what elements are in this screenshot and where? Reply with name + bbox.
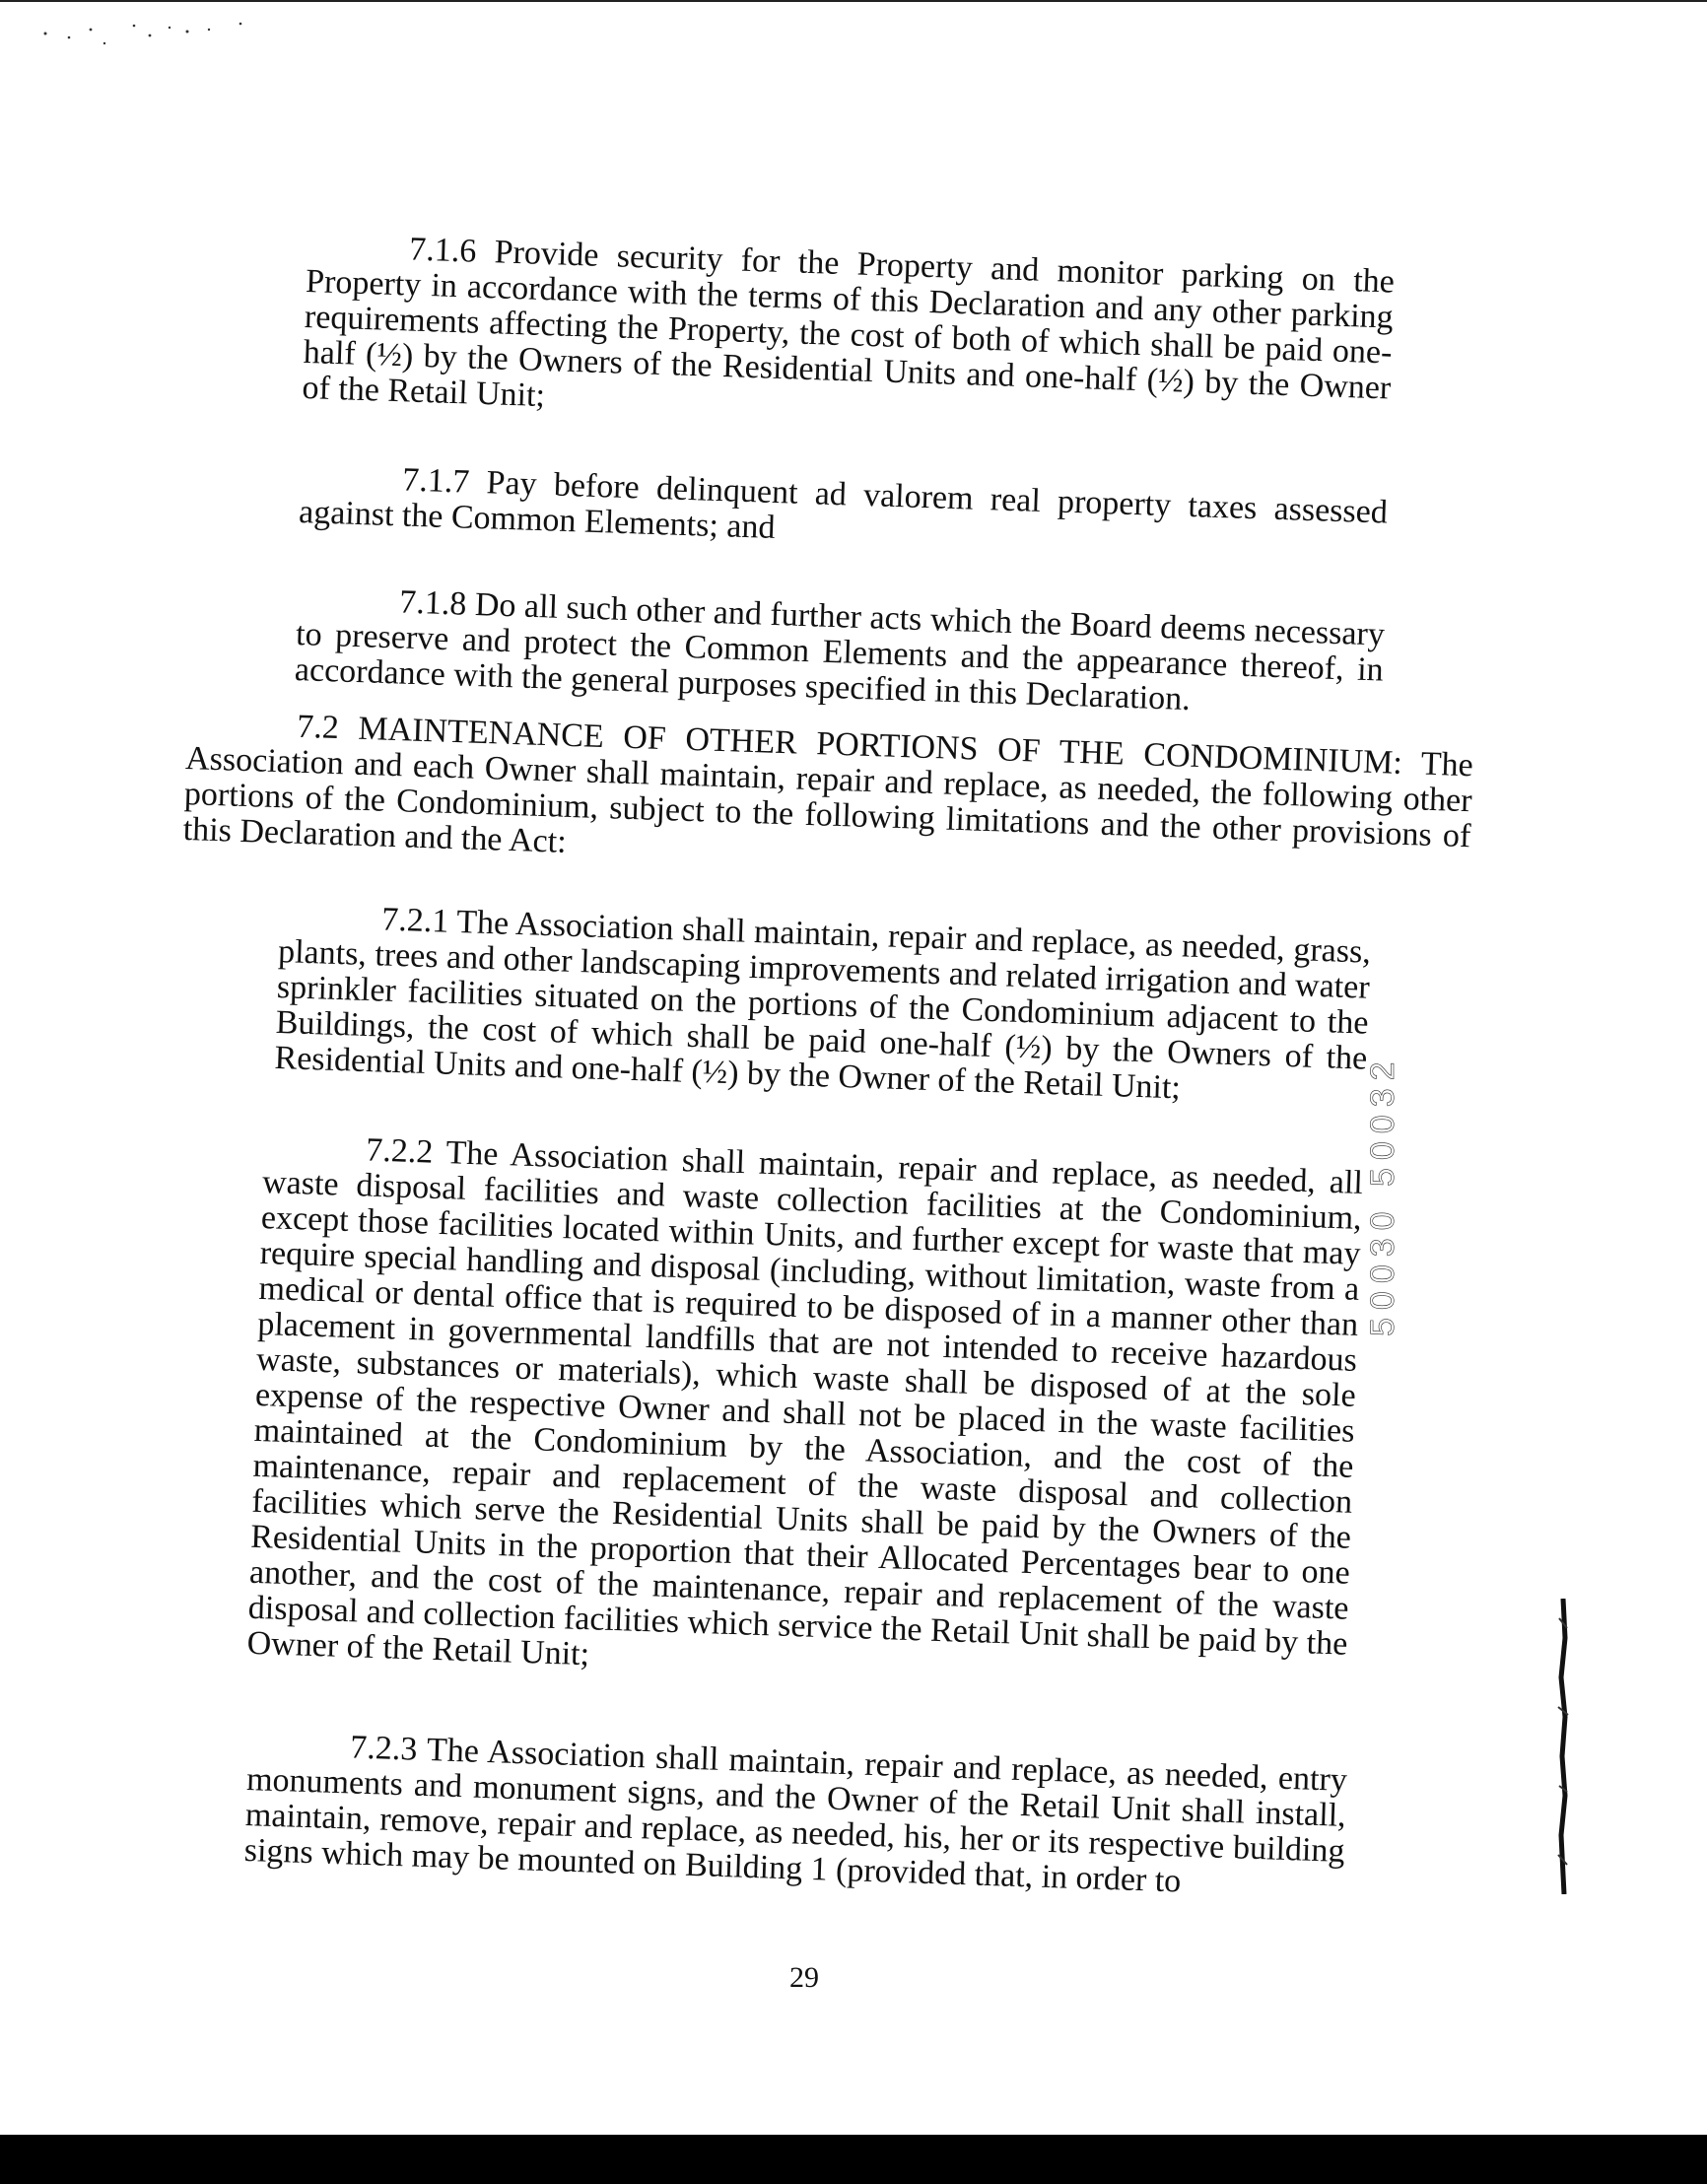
paragraph-7-1-8: 7.1.8 Do all such other and further acts which the Board deems necessary to preserve and protect the Common Elements and the appearance thereof, in accordance with the general purposes specified in this Declaration. [294, 583, 1386, 718]
paragraph-7-2-3: 7.2.3 The Association shall maintain, repair and replace, as needed, entry monuments and monument signs, and the Owner of the Retail Unit shall install, maintain, remove, repair and replace, as needed, his, her or its respective building signs which may be mounted on Building 1 (provided that, in order to [243, 1729, 1348, 1900]
paragraph-7-2-heading: 7.2 MAINTENANCE OF OTHER PORTIONS OF THE CONDOMINIUM: The Association and each Owner shall maintain, repair and replace, as needed, the following other portions of the Condominium, subject to the following limitations and the other provisions of this Declaration and the Act: [182, 708, 1474, 860]
paragraph-7-1-6: 7.1.6 Provide security for the Property and monitor parking on the Property in accordance with the terms of this Declaration and any other parking requirements affecting the Property, the cost of both of which shall be paid one-half (½) by the Owners of the Residential Units and one-half (½) by the Owner of the Retail Unit; [302, 231, 1396, 415]
recording-number-stamp: 50030 50032 [1364, 1054, 1401, 1336]
scan-margin-mark [1555, 1599, 1571, 1894]
scan-bottom-edge [0, 2135, 1707, 2184]
scan-specks [39, 18, 276, 57]
paragraph-7-1-7: 7.1.7 Pay before delinquent ad valorem real property taxes assessed against the Common Elements; and [298, 461, 1389, 546]
page-number: 29 [789, 1961, 819, 1994]
paragraph-7-2-1: 7.2.1 The Association shall maintain, repair and replace, as needed, grass, plants, trees and other landscaping improvements and related irrigation and water sprinkler facilities situated on the portions of the Condominium adjacent to the Buildings, the cost of which shall be paid one-half (½) by the Owners of the Residential Units and one-half (½) by the Owner of the Retail Unit; [274, 901, 1372, 1107]
scan-top-edge [0, 0, 1707, 2]
paragraph-7-2-2: 7.2.2 The Association shall maintain, repair and replace, as needed, all waste disposal facilities and waste collection facilities at the Condominium, except those facilities located within Units, and further except for waste that may require special handling and disposal (including, without limitation, waste from a medical or dental office that is required to be disposed of in a manner other than placement in governmental landfills that are not intended to receive hazardous waste, substances or materials), which waste shall be disposed of at the sole expense of the respective Owner and shall not be placed in the waste facilities maintained at the Condominium by the Association, and the cost of the maintenance, repair and replacement of the waste disposal and collection facilities which serve the Residential Units shall be paid by the Owners of the Residential Units in the proportion that their Allocated Percentages bear to one another, and the cost of the maintenance, repair and replacement of the waste disposal and collection facilities which service the Retail Unit shall be paid by the Owner of the Retail Unit; [246, 1131, 1364, 1673]
